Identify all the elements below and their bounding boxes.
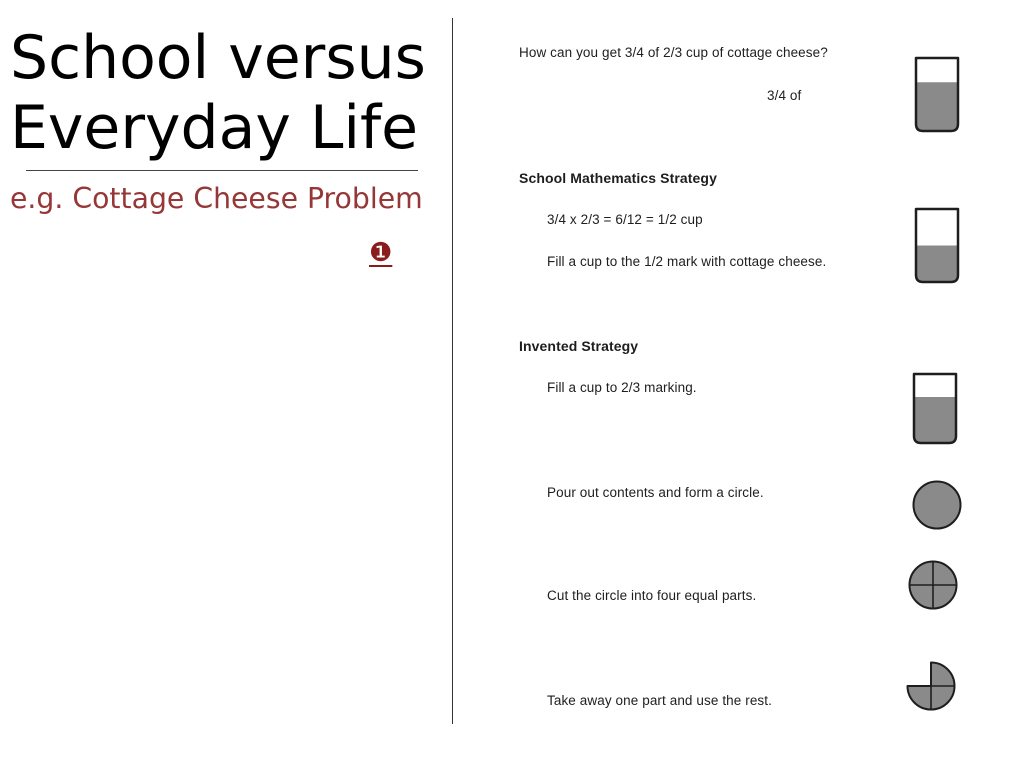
circle-icon (911, 479, 963, 531)
school-strategy-heading: School Mathematics Strategy (519, 170, 717, 186)
title-underline-rule (26, 170, 418, 171)
measuring-cup-icon (914, 207, 960, 284)
quartered-circle-icon (907, 559, 959, 611)
slide-title: School versus Everyday Life (10, 23, 426, 163)
school-strategy-step: Fill a cup to the 1/2 mark with cottage cheese. (547, 254, 827, 269)
cottage-cheese-figure (500, 30, 980, 730)
measuring-cup-icon (912, 372, 958, 445)
cup-fill-level (914, 397, 956, 443)
cup-fill-level (916, 82, 958, 131)
invented-strategy-step: Cut the circle into four equal parts. (547, 588, 757, 603)
invented-strategy-step: Take away one part and use the rest. (547, 693, 772, 708)
invented-strategy-step: Pour out contents and form a circle. (547, 485, 764, 500)
reference-link[interactable]: ❶ (369, 238, 393, 268)
three-quarter-circle-icon (905, 660, 957, 712)
slide-subtitle: e.g. Cottage Cheese Problem (10, 182, 423, 215)
invented-strategy-step: Fill a cup to 2/3 marking. (547, 380, 697, 395)
pie-body (914, 481, 961, 528)
invented-strategy-heading: Invented Strategy (519, 338, 639, 354)
problem-question: How can you get 3/4 of 2/3 cup of cottage cheese? (519, 45, 828, 60)
problem-note: 3/4 of (767, 88, 802, 103)
measuring-cup-icon (914, 56, 960, 133)
cup-fill-level (916, 246, 958, 283)
school-strategy-step: 3/4 x 2/3 = 6/12 = 1/2 cup (547, 212, 703, 227)
column-divider (452, 18, 453, 724)
